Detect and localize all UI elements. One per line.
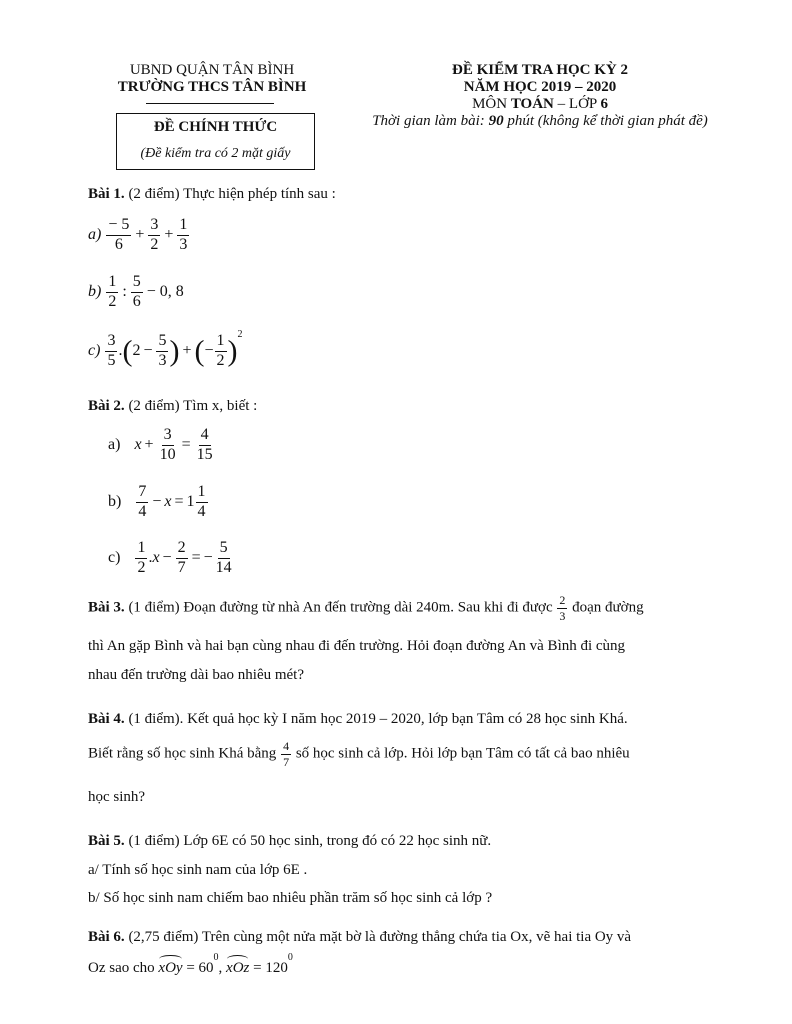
time-suffix: phút (không kể thời gian phát đề): [503, 113, 708, 129]
frac-num: 7: [136, 484, 148, 503]
exam-header: [352, 62, 728, 130]
q4-line1: [88, 711, 628, 728]
q2-heading: [88, 398, 257, 415]
q3-text2: đoạn đường: [568, 599, 644, 616]
q1c-expression: c) $\frac{3}{5}$ .(2 − $\frac{5}{3}$ ) + (− $\frac{1}{2}$ )$^2$: [88, 328, 243, 369]
q3-line3: nhau đến trường dài bao nhiêu mét?: [88, 667, 304, 683]
q6-line1: [88, 929, 631, 946]
q6-text1: (2,75 điểm) Trên cùng một nửa mặt bờ là đường thẳng chứa tia Ox, vẽ hai tia Oy và: [124, 929, 632, 945]
frac-num: 1: [215, 333, 227, 352]
q5-part-b: b/ Số học sinh nam chiếm bao nhiêu phần trăm số học sinh cả lớp ?: [88, 890, 493, 906]
q4-text1: (1 điểm). Kết quả học kỳ I năm học 2019 – 2020, lớp bạn Tâm có 28 học sinh Khá.: [124, 711, 628, 727]
frac-num: 5: [218, 540, 230, 559]
q3-line2: thì An gặp Bình và hai bạn cùng nhau đi đến trường. Hỏi đoạn đường An và Bình đi cùng: [88, 638, 626, 654]
q4-line2: [88, 740, 630, 768]
frac-num: 4: [199, 427, 211, 446]
frac-den: 5: [107, 351, 116, 369]
exponent: 2: [237, 328, 243, 340]
q5-label: Bài 5.: [88, 833, 125, 849]
school-name: TRƯỜNG THCS TÂN BÌNH: [117, 79, 307, 95]
time-line: [352, 113, 728, 130]
q6-label: Bài 6.: [88, 929, 125, 945]
district-name: UBND QUẬN TÂN BÌNH: [129, 62, 295, 78]
subject-prefix: MÔN: [472, 96, 511, 112]
frac-den: 2: [137, 558, 146, 576]
official-box: [116, 113, 315, 170]
q4-line3: học sinh?: [88, 789, 146, 805]
frac-num: 3: [105, 333, 117, 352]
q2a-tag: a): [108, 435, 121, 453]
school-year: NĂM HỌC 2019 – 2020: [463, 79, 617, 95]
q3-line1: [88, 594, 644, 622]
subject-suffix: – LỚP: [553, 96, 601, 112]
q1-label: Bài 1.: [88, 186, 125, 202]
q2b-tag: b): [108, 492, 122, 510]
frac-den: 3: [158, 351, 167, 369]
q6-text2: Oz sao cho: [88, 960, 159, 976]
frac-num: 4: [283, 739, 290, 753]
q2-label: Bài 2.: [88, 398, 125, 414]
q2b-expression: b) $\frac{7}{4}$ − x = 1 $\frac{1}{4}$: [108, 483, 206, 520]
frac-num: 3: [148, 217, 160, 236]
frac-num: 5: [131, 274, 143, 293]
frac-den: 7: [177, 558, 186, 576]
q2c-tag: c): [108, 548, 121, 566]
q1b-tag: b): [88, 282, 102, 300]
q3-label: Bài 3.: [88, 599, 125, 616]
frac-den: 2: [216, 351, 225, 369]
q5-part-a: a/ Tính số học sinh nam của lớp 6E .: [88, 862, 308, 878]
frac-den: 7: [283, 754, 290, 769]
mixed-whole: 1: [186, 492, 195, 510]
q1c-tag: c): [88, 341, 101, 359]
q1-heading: [88, 186, 336, 203]
frac-num: 1: [135, 540, 147, 559]
separator: ,: [218, 960, 227, 976]
frac-den: 6: [114, 235, 123, 253]
grade: 6: [600, 96, 608, 112]
frac-num: 3: [162, 427, 174, 446]
q6-line2: [88, 952, 293, 977]
frac-num: − 5: [106, 217, 131, 236]
school-header: [92, 62, 332, 96]
frac-den: 2: [108, 292, 117, 310]
integer: 2: [132, 341, 141, 359]
q4-text2b: số học sinh cả lớp. Hỏi lớp bạn Tâm có tất cả bao nhiêu: [292, 745, 630, 762]
q1a-tag: a): [88, 225, 102, 243]
q4-text2a: Biết rằng số học sinh Khá bằng: [88, 745, 281, 762]
q5-line1: [88, 833, 491, 850]
frac-den: 6: [132, 292, 141, 310]
q2c-expression: c) $\frac{1}{2}$ .x − $\frac{2}{7}$ = − $\frac{5}{14}$: [108, 539, 232, 576]
angle-xoz-value: = 120: [249, 960, 288, 976]
q1b-expression: b) $\frac{1}{2}$ : $\frac{5}{6}$ − 0, 8: [88, 273, 184, 310]
time-minutes: 90: [488, 113, 504, 129]
q3-text1: (1 điểm) Đoạn đường từ nhà An đến trường dài 240m. Sau khi đi được: [124, 599, 557, 616]
frac-num: 1: [177, 217, 189, 236]
frac-den: 14: [215, 558, 232, 576]
frac-num: 2: [176, 540, 188, 559]
q5-text: (1 điểm) Lớp 6E có 50 học sinh, trong đó có 22 học sinh nữ.: [124, 833, 492, 849]
q2a-expression: a) x + $\frac{3}{10}$ = $\frac{4}{15}$: [108, 426, 213, 463]
time-prefix: Thời gian làm bài:: [372, 113, 489, 129]
angle-xoz: xOz: [226, 960, 250, 976]
subject-line: [352, 96, 728, 113]
frac-den: 15: [196, 445, 213, 463]
frac-den: 4: [197, 502, 206, 520]
frac-den: 3: [559, 608, 566, 623]
q1b-tail: − 0, 8: [146, 282, 184, 300]
degree-mark: 0: [287, 952, 293, 963]
frac-num: 5: [156, 333, 168, 352]
frac-num: 2: [559, 593, 566, 607]
subject-name: TOÁN: [510, 96, 554, 112]
frac-den: 3: [179, 235, 188, 253]
official-box-note: (Đề kiểm tra có 2 mặt giấy: [140, 146, 291, 161]
frac-num: 1: [196, 484, 208, 503]
q1-text: (2 điểm) Thực hiện phép tính sau :: [124, 186, 336, 202]
q4-label: Bài 4.: [88, 711, 125, 727]
angle-xoy: xOy: [158, 960, 183, 976]
frac-den: 2: [150, 235, 159, 253]
exam-title: ĐỀ KIỂM TRA HỌC KỲ 2: [452, 62, 628, 78]
official-box-title: ĐỀ CHÍNH THỨC: [153, 119, 278, 135]
frac-num: 1: [106, 274, 118, 293]
q1a-expression: a) $\frac{- 5}{6}$ + $\frac{3}{2}$ + $\frac{1}{3}$: [88, 216, 188, 253]
angle-xoy-value: = 60: [182, 960, 214, 976]
degree-mark: 0: [213, 952, 219, 963]
header-divider: [146, 103, 274, 104]
q2-text: (2 điểm) Tìm x, biết :: [124, 398, 258, 414]
frac-den: 10: [159, 445, 176, 463]
frac-den: 4: [138, 502, 147, 520]
